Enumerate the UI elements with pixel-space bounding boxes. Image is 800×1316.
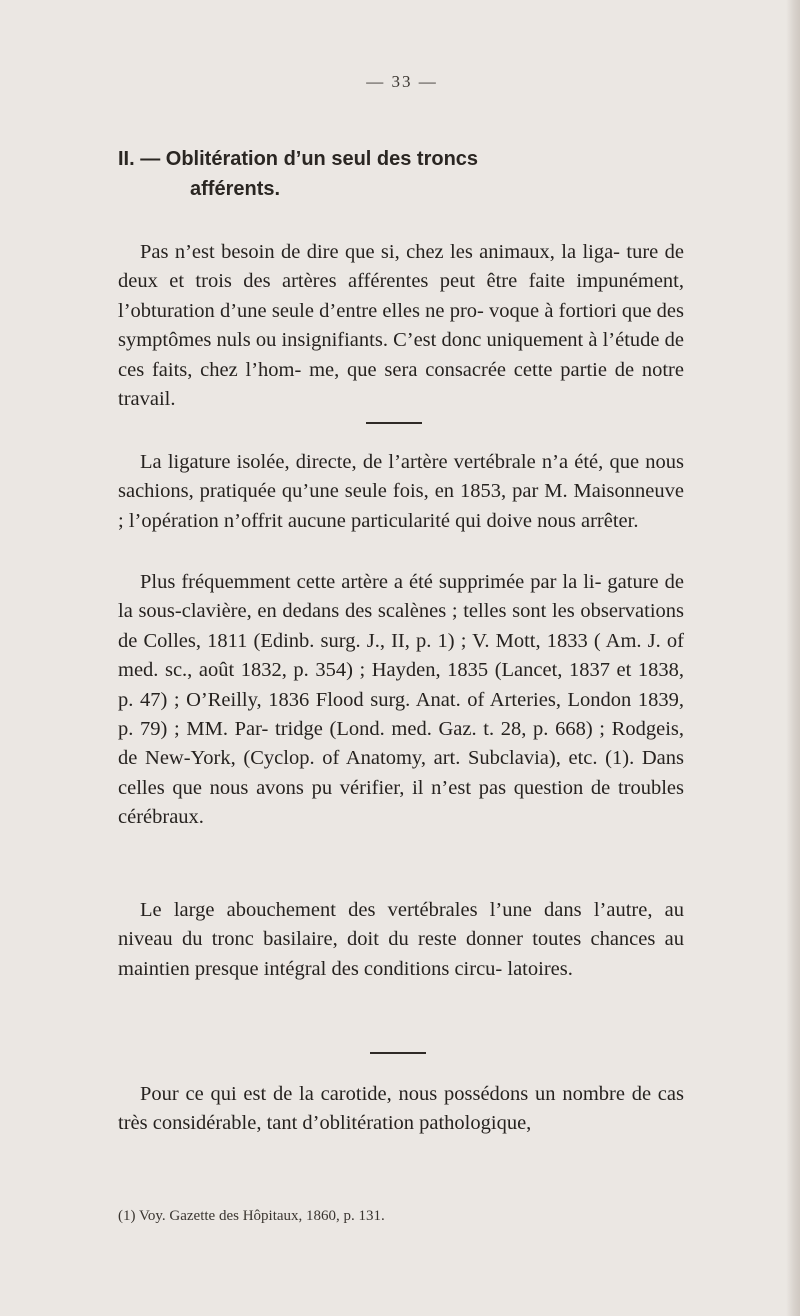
section-title-line2: afférents. xyxy=(190,178,281,200)
section-divider-2 xyxy=(370,1052,426,1054)
page-number: — 33 — xyxy=(366,72,438,91)
paragraph-3: Plus fréquemment cette artère a été supprimée par la li- gature de la sous-clavière, en dedans des scalènes ; telles sont les observations de Colles, 1811 (Edinb. surg. J., II, p. 1) ; V. Mott, 1833 ( Am. J. of med. sc., août 1832, p. 354) ; Hayden, 1835 (Lancet, 1837 et 1838, p. 47) ; O’Reilly, 1836 Flood surg. Anat. of Arteries, London 1839, p. 79) ; MM. Par- tridge (Lond. med. Gaz. t. 28, p. 668) ; Rodgeis, de New-York, (Cyclop. of Anatomy, art. Subclavia), etc. (1). Dans celles que nous avons pu vérifier, il n’est pas question de troubles cérébraux. xyxy=(118,571,684,829)
paragraph-5: Pour ce qui est de la carotide, nous possédons un nombre de cas très considérable, tant d’oblitération pathologique, xyxy=(118,1083,684,1135)
paragraph-2: La ligature isolée, directe, de l’artère vertébrale n’a été, que nous sachions, pratiquée qu’une seule fois, en 1853, par M. Maisonneuve ; l’opération n’offrit aucune particularité qui doive nous arrêter. xyxy=(118,451,684,532)
section-title-line1: II. — Oblitération d’un seul des troncs xyxy=(118,148,479,170)
section-divider-1 xyxy=(366,422,422,424)
paragraph-1: Pas n’est besoin de dire que si, chez les animaux, la liga- ture de deux et trois des artères afférentes peut être faite impunément, l’obturation d’une seule d’entre elles ne pro- voque à fortiori que des symptômes nuls ou insignifiants. C’est donc uniquement à l’étude de ces faits, chez l’hom- me, que sera consacrée cette partie de notre travail. xyxy=(118,241,684,411)
page-edge xyxy=(786,0,800,1316)
section-title xyxy=(118,144,688,204)
footnote: (1) Voy. Gazette des Hôpitaux, 1860, p. 131. xyxy=(118,1208,385,1224)
paragraph-4: Le large abouchement des vertébrales l’une dans l’autre, au niveau du tronc basilaire, doit du reste donner toutes chances au maintien presque intégral des conditions circu- latoires. xyxy=(118,899,684,980)
